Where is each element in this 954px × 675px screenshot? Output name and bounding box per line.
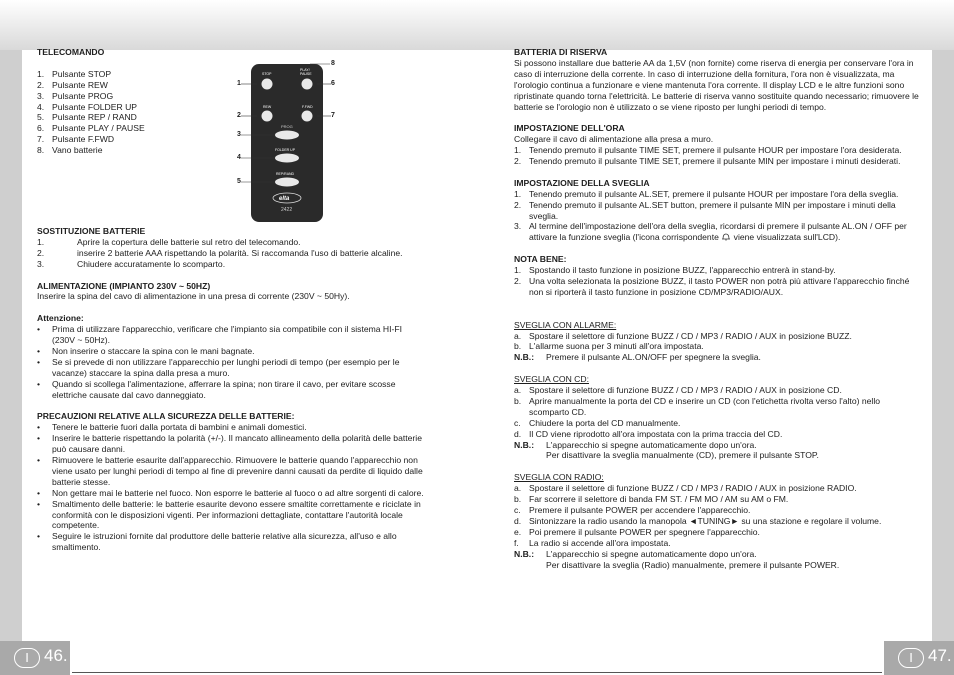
bullet-item: • Smaltimento delle batterie: le batterie esaurite devono essere smaltite correttamente e riciclate in conformità con le disposizioni vigenti. Per informazioni dettagliate, contattare l'autorità locale competente. [37, 498, 421, 531]
page-number: 47. [928, 646, 952, 665]
list-item: 1. Tenendo premuto il pulsante AL.SET, premere il pulsante HOUR per impostare l'ora della sveglia. [514, 188, 899, 199]
power-title: ALIMENTAZIONE (IMPIANTO 230V ~ 50HZ) [37, 280, 211, 291]
right-column [514, 47, 919, 570]
list-item: d. Sintonizzare la radio usando la manopola ◄TUNING► su una stazione e regolare il volume. [514, 515, 882, 526]
battery-title: SOSTITUZIONE BATTERIE [37, 226, 146, 237]
radio-title: SVEGLIA CON RADIO: [514, 472, 604, 483]
bullet-icon: • [37, 498, 41, 509]
label-folder: FOLDER UP [275, 148, 296, 152]
list-item: c. Chiudere la porta del CD manualmente. [514, 417, 681, 428]
callout-1: 1 [237, 80, 241, 87]
remote-control-illustration [235, 58, 345, 228]
list-item: f. La radio si accende all'ora impostata. [514, 537, 671, 548]
time-list [514, 145, 919, 167]
list-item: 4. Pulsante FOLDER UP [37, 101, 138, 112]
bullet-icon: • [37, 433, 41, 444]
play-button-shape [302, 79, 313, 90]
buzz-nb: N.B.: Premere il pulsante AL.ON/OFF per spegnere la sveglia. [514, 352, 761, 363]
list-item: b. L'allarme suona per 3 minuti all'ora impostata. [514, 341, 704, 352]
safety-list [37, 422, 427, 553]
bullet-icon: • [37, 345, 41, 356]
bullet-icon: • [37, 324, 41, 335]
attention-list [37, 324, 427, 400]
time-title: IMPOSTAZIONE DELL'ORA [514, 123, 625, 134]
list-item: 1. Spostando il tasto funzione in posizione BUZZ, l'apparecchio entrerà in stand-by. [514, 265, 836, 276]
list-item: 1. Tenendo premuto il pulsante TIME SET, premere il pulsante HOUR per impostare l'ora desiderata. [514, 145, 902, 156]
alarm-title: IMPOSTAZIONE DELLA SVEGLIA [514, 177, 650, 188]
cd-nb: N.B.: L'apparecchio si spegne automaticamente dopo un'ora. [514, 439, 757, 450]
list-item: 1. Pulsante STOP [37, 68, 112, 79]
list-item: 6. Pulsante PLAY / PAUSE [37, 123, 145, 134]
list-item: 3. Chiudere accuratamente lo scomparto. [37, 258, 226, 269]
bullet-item: • Seguire le istruzioni fornite dal produttore delle batterie relative alla sicurezza, all'uso e allo smaltimento. [37, 531, 397, 553]
bullet-icon: • [37, 531, 41, 542]
remote-list [37, 69, 427, 156]
list-item: 7. Pulsante F.FWD [37, 134, 115, 145]
list-item: b. Aprire manualmente la porta del CD e inserire un CD (con l'etichetta rivolta verso l'alto) nello scomparto CD. [514, 395, 881, 417]
prog-button-shape [275, 131, 299, 140]
label-prog: PROG [281, 124, 293, 129]
bullet-item: • Quando si scollega l'alimentazione, afferrare la spina; non tirare il cavo, per evitare scosse elettriche causate dal cavo danneggiato. [37, 378, 396, 400]
page-number-right [884, 641, 954, 675]
list-item: 2. Pulsante REW [37, 79, 108, 90]
list-item: 8. Vano batterie [37, 145, 103, 156]
radio-nb: N.B.: L'apparecchio si spegne automaticamente dopo un'ora. [514, 548, 757, 559]
label-brand: elta [279, 196, 290, 202]
bullet-item: • Non inserire o staccare la spina con le mani bagnate. [37, 345, 255, 356]
remote-title: TELECOMANDO [37, 47, 105, 57]
bullet-icon: • [37, 422, 41, 433]
attention-title: Attenzione: [37, 313, 84, 324]
bell-icon [721, 232, 731, 241]
bullet-item: • Tenere le batterie fuori dalla portata di bambini e animali domestici. [37, 422, 307, 433]
list-item: a. Spostare il selettore di funzione BUZZ / CD / MP3 / RADIO / AUX in posizione BUZZ. [514, 330, 852, 341]
note-title: NOTA BENE: [514, 254, 567, 265]
buzz-list [514, 331, 919, 353]
bullet-item: • Rimuovere le batterie esaurite dall'apparecchio. Rimuovere le batterie quando l'apparecchio non viene usato per lunghi periodi di tempo al fine di prevenire danni causati da perdite di liquido dalle batterie stesse. [37, 455, 423, 487]
bullet-item: • Prima di utilizzare l'apparecchio, verificare che l'impianto sia compatibile con il sistema HI-FI (230V ~ 50Hz). [37, 324, 403, 346]
label-play: PLAY/ [300, 68, 310, 72]
power-text: Inserire la spina del cavo di alimentazione in una presa di corrente (230V ~ 50Hy). [37, 291, 350, 302]
bullet-item: • Se si prevede di non utilizzare l'apparecchio per lunghi periodi di tempo (per esempio per le vacanze) staccare la spina dalla presa a muro. [37, 356, 400, 378]
alarm-item-3-text-b: viene visualizzata sull'LCD). [733, 232, 841, 243]
safety-title: PRECAUZIONI RELATIVE ALLA SICUREZZA DELLE BATTERIE: [37, 411, 295, 422]
callout-4: 4 [237, 154, 241, 161]
note-list [514, 265, 919, 298]
bullet-icon: • [37, 455, 41, 466]
callout-2: 2 [237, 112, 241, 119]
bullet-item: • Non gettare mai le batterie nel fuoco. Non esporre le batterie al fuoco o ad altre sorgenti di calore. [37, 487, 424, 498]
list-item: e. Poi premere il pulsante POWER per spegnere l'apparecchio. [514, 526, 760, 537]
label-rep: REP/RAND [276, 172, 295, 176]
rep-button-shape [275, 178, 299, 187]
callout-6: 6 [331, 80, 335, 87]
folder-button-shape [275, 154, 299, 163]
callout-5: 5 [237, 178, 241, 185]
list-item: 2. Tenendo premuto il pulsante AL.SET button, premere il pulsante MIN per impostare i minuti della sveglia. [514, 199, 896, 221]
alarm-item-3-text-a: Al termine dell'impostazione dell'ora della sveglia, ricordarsi di premere il pulsante AL.ON / OFF per attivare la funzione sveglia (l'icona corrispondente [529, 221, 907, 243]
callout-7: 7 [331, 112, 335, 119]
page-number: 46. [44, 646, 68, 665]
label-model: 2422 [281, 207, 293, 213]
label-rew: REW [263, 105, 272, 109]
remote-control-drawing [235, 58, 345, 228]
list-item: 5. Pulsante REP / RAND [37, 112, 137, 123]
list-item: a. Spostare il selettore di funzione BUZZ / CD / MP3 / RADIO / AUX in posizione CD. [514, 385, 842, 396]
bullet-icon: • [37, 487, 41, 498]
backup-text: Si possono installare due batterie AA da 1,5V (non fornite) come riserva di energia per conservare l'ora in caso di interruzione della corrente. In caso di interruzione della fornitura, l'ora non è visualizzata, ma l'orologio continua a funzionare e viene mantenuta l'ora corrente. Il display LCD e le altre funzioni sono ripristinate quando torna l'elettricità. Le batterie di riserva vanno sostituite quando necessario; rimuovere le batterie se l'orologio non è utilizzato o se viene riposto per lunghi periodi di tempo. [514, 57, 919, 112]
list-item: 2. Tenendo premuto il pulsante TIME SET, premere il pulsante MIN per impostare i minuti desiderati. [514, 156, 901, 167]
cd-list [514, 385, 919, 440]
list-item: b. Far scorrere il selettore di banda FM ST. / FM MO / AM su AM o FM. [514, 494, 789, 505]
bullet-item: • Inserire le batterie rispettando la polarità (+/-). Il mancato allineamento della polarità delle batterie può causare danni. [37, 433, 422, 455]
list-item: c. Premere il pulsante POWER per accendere l'apparecchio. [514, 504, 751, 515]
list-item: 2. Una volta selezionata la posizione BUZZ, il tasto POWER non potrà più attivare l'apparecchio finché non si riporterà il tasto funzione in posizione CD/MP3/RADIO/AUX. [514, 275, 910, 297]
callout-3: 3 [237, 131, 241, 138]
callout-8: 8 [331, 60, 335, 67]
bullet-icon: • [37, 356, 41, 367]
radio-list [514, 483, 919, 548]
backup-title: BATTERIA DI RISERVA [514, 47, 608, 57]
top-banner [0, 0, 954, 50]
stop-button-shape [262, 79, 273, 90]
label-ffwd: F.FWD [302, 105, 313, 109]
list-item: a. Spostare il selettore di funzione BUZZ / CD / MP3 / RADIO / AUX in posizione RADIO. [514, 483, 857, 494]
list-item: d. Il CD viene riprodotto all'ora impostata con la prima traccia del CD. [514, 428, 783, 439]
bottom-rule [72, 672, 882, 673]
list-item: 1. Aprire la copertura delle batterie sul retro del telecomando. [37, 236, 301, 247]
language-badge: I [14, 648, 40, 668]
cd-title: SVEGLIA CON CD: [514, 374, 589, 385]
list-item: 3. Pulsante PROG [37, 90, 114, 101]
language-badge: I [898, 648, 924, 668]
rew-button-shape [262, 111, 273, 122]
left-column [37, 47, 427, 553]
ffwd-button-shape [302, 111, 313, 122]
bullet-icon: • [37, 378, 41, 389]
alarm-item-3: 3. Al termine dell'impostazione dell'ora della sveglia, ricordarsi di premere il pulsante AL.ON / OFF per attivare la funzione sveglia (l'icona corrispondente viene visualizzata sull'LCD). [514, 221, 907, 243]
battery-list [37, 237, 427, 270]
buzz-title: SVEGLIA CON ALLARME: [514, 319, 617, 330]
list-item: 2. inserire 2 batterie AAA rispettando la polarità. Si raccomanda l'uso di batterie alcaline. [37, 247, 403, 258]
cd-nb-2: Per disattivare la sveglia manualmente (CD), premere il pulsante STOP. [546, 450, 819, 461]
page-number-left [0, 641, 70, 675]
radio-nb-2: Per disattivare la sveglia (Radio) manualmente, premere il pulsante POWER. [546, 559, 840, 570]
label-pause: PAUSE [300, 72, 312, 76]
alarm-list [514, 189, 919, 222]
left-margin-band [0, 50, 22, 675]
time-intro: Collegare il cavo di alimentazione alla presa a muro. [514, 134, 714, 145]
label-stop: STOP [262, 72, 272, 76]
right-margin-band [932, 50, 954, 675]
